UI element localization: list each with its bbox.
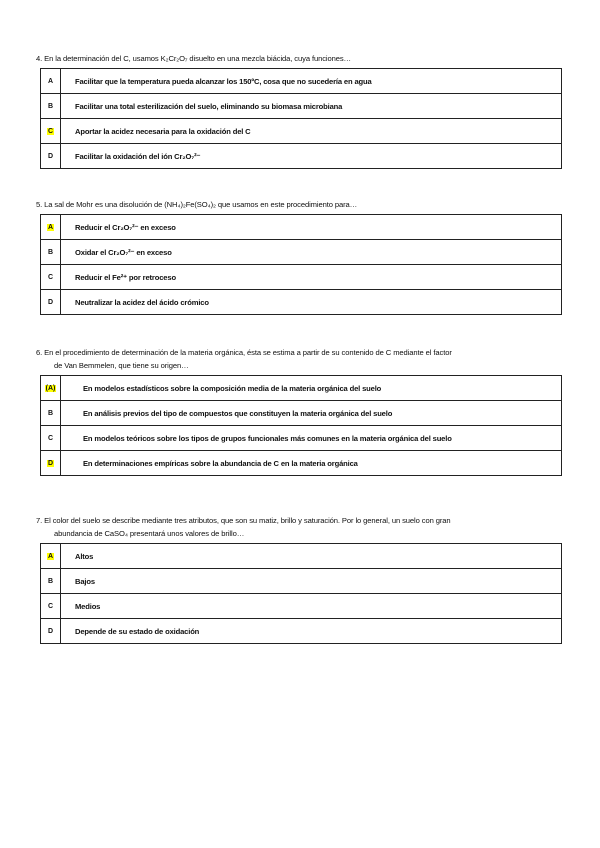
option-text: Altos [61, 544, 562, 569]
option-letter: D [41, 144, 61, 169]
option-text: Facilitar una total esterilización del suelo, eliminando su biomasa microbiana [61, 94, 562, 119]
option-letter [41, 376, 61, 401]
option-row-c[interactable] [41, 594, 562, 619]
option-row-b[interactable] [41, 569, 562, 594]
question-text [36, 52, 564, 65]
option-row-a[interactable] [41, 544, 562, 569]
option-row-a[interactable] [41, 215, 562, 240]
option-text: Oxidar el Cr₂O₇²⁻ en exceso [61, 240, 562, 265]
option-letter: A [41, 69, 61, 94]
option-text: En análisis previos del tipo de compuestos que constituyen la materia orgánica del suelo [61, 401, 562, 426]
question-text [36, 514, 564, 540]
option-letter [41, 451, 61, 476]
option-text: En modelos teóricos sobre los tipos de grupos funcionales más comunes en la materia orgánica del suelo [61, 426, 562, 451]
option-letter [41, 544, 61, 569]
answer-highlight: A [47, 223, 54, 231]
option-letter: B [41, 569, 61, 594]
option-row-c[interactable] [41, 119, 562, 144]
question-5 [36, 198, 564, 315]
option-text: Depende de su estado de oxidación [61, 619, 562, 644]
option-row-d[interactable] [41, 144, 562, 169]
option-text: Reducir el Fe²⁺ por retroceso [61, 265, 562, 290]
question-number: 6. [36, 348, 43, 357]
options-table [40, 68, 562, 169]
option-text: Facilitar que la temperatura pueda alcanzar los 150ºC, cosa que no sucedería en agua [61, 69, 562, 94]
options-table [40, 375, 562, 476]
option-letter: B [41, 94, 61, 119]
question-statement: En el procedimiento de determinación de la materia orgánica, ésta se estima a partir de su contenido de C mediante el factor [44, 348, 452, 357]
option-text: Reducir el Cr₂O₇²⁻ en exceso [61, 215, 562, 240]
question-number: 7. [36, 516, 43, 525]
option-letter: C [41, 265, 61, 290]
question-statement: El color del suelo se describe mediante tres atributos, que son su matiz, brillo y saturación. Por lo general, un suelo con gran [44, 516, 451, 525]
option-letter: C [41, 426, 61, 451]
option-row-d[interactable] [41, 619, 562, 644]
option-letter: D [41, 290, 61, 315]
question-number: 5. [36, 200, 43, 209]
option-row-c[interactable] [41, 426, 562, 451]
option-text: Medios [61, 594, 562, 619]
question-number: 4. [36, 54, 43, 63]
option-text: Bajos [61, 569, 562, 594]
option-text: Facilitar la oxidación del ión Cr₂O₇²⁻ [61, 144, 562, 169]
question-6 [36, 346, 564, 476]
option-text: Neutralizar la acidez del ácido crómico [61, 290, 562, 315]
question-statement-continued: abundancia de CaSO₄ presentará unos valores de brillo… [54, 529, 245, 538]
option-letter: C [41, 594, 61, 619]
option-row-d[interactable] [41, 290, 562, 315]
option-row-b[interactable] [41, 401, 562, 426]
option-row-b[interactable] [41, 94, 562, 119]
option-text: En determinaciones empíricas sobre la abundancia de C en la materia orgánica [61, 451, 562, 476]
option-row-a[interactable] [41, 376, 562, 401]
question-text [36, 198, 564, 211]
answer-highlight: (A) [45, 384, 56, 392]
option-row-a[interactable] [41, 69, 562, 94]
question-4 [36, 52, 564, 169]
question-statement: La sal de Mohr es una disolución de (NH₄)₂Fe(SO₄)₂ que usamos en este procedimiento para… [44, 200, 358, 209]
option-letter: B [41, 240, 61, 265]
option-letter [41, 215, 61, 240]
answer-highlight: C [47, 127, 54, 135]
question-7 [36, 514, 564, 644]
options-table [40, 543, 562, 644]
option-text: Aportar la acidez necesaria para la oxidación del C [61, 119, 562, 144]
options-table [40, 214, 562, 315]
option-letter [41, 119, 61, 144]
question-text [36, 346, 564, 372]
option-row-c[interactable] [41, 265, 562, 290]
option-row-b[interactable] [41, 240, 562, 265]
question-statement: En la determinación del C, usamos K₂Cr₂O₇ disuelto en una mezcla biácida, cuya funciones… [44, 54, 352, 63]
option-text: En modelos estadísticos sobre la composición media de la materia orgánica del suelo [61, 376, 562, 401]
option-letter: B [41, 401, 61, 426]
answer-highlight: D [47, 459, 54, 467]
answer-highlight: A [47, 552, 54, 560]
option-row-d[interactable] [41, 451, 562, 476]
question-statement-continued: de Van Bemmelen, que tiene su origen… [54, 361, 189, 370]
option-letter: D [41, 619, 61, 644]
